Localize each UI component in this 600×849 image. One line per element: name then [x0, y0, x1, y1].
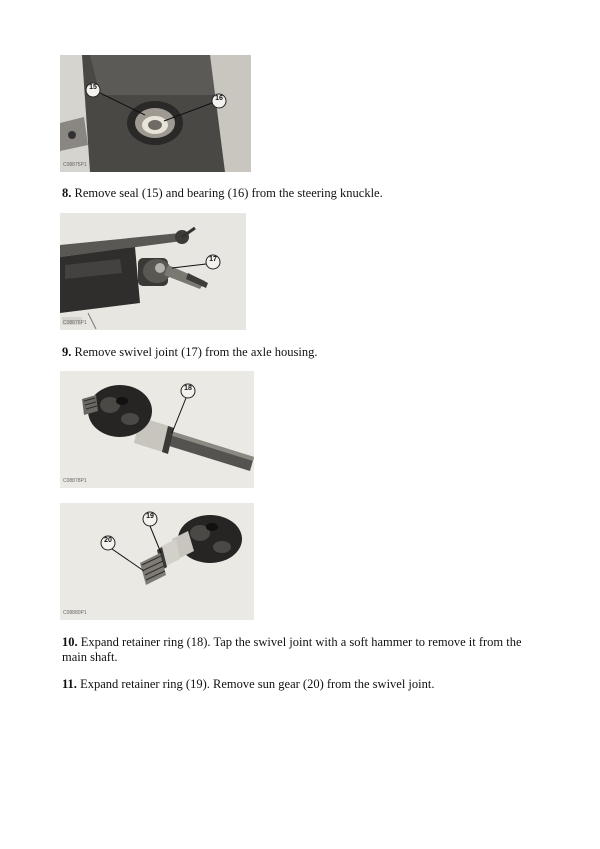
step-11 — [62, 677, 434, 692]
callout-20: 20 — [104, 537, 112, 544]
callout-16: 16 — [215, 95, 223, 102]
axle-housing-photo — [60, 213, 246, 330]
step-text: Expand retainer ring (19). Remove sun gear (20) from the swivel joint. — [76, 677, 435, 691]
callout-18: 18 — [184, 385, 192, 392]
callout-15: 15 — [89, 84, 97, 91]
figure-code: C08878P1 — [63, 478, 87, 484]
callout-17: 17 — [209, 256, 217, 263]
step-number: 10. — [62, 635, 78, 649]
step-8 — [62, 186, 383, 201]
sun-gear-photo — [60, 503, 254, 620]
step-10 — [62, 635, 542, 665]
step-number: 8. — [62, 186, 72, 200]
step-text: Expand retainer ring (18). Tap the swivel joint with a soft hammer to remove it from the main shaft. — [62, 635, 522, 664]
steering-knuckle-photo — [60, 55, 251, 172]
figure-code: C08876P1 — [63, 320, 87, 326]
main-shaft-photo — [60, 371, 254, 488]
figure-sun-gear — [60, 503, 254, 620]
step-9 — [62, 345, 318, 360]
step-text: Remove swivel joint (17) from the axle housing. — [71, 345, 318, 359]
step-number: 11. — [62, 677, 77, 691]
figure-steering-knuckle — [60, 55, 251, 172]
figure-main-shaft — [60, 371, 254, 488]
figure-code: C08880P1 — [63, 610, 87, 616]
figure-axle-housing — [60, 213, 246, 330]
callout-19: 19 — [146, 513, 154, 520]
step-number: 9. — [62, 345, 72, 359]
step-text: Remove seal (15) and bearing (16) from the steering knuckle. — [71, 186, 383, 200]
figure-code: C08875P1 — [63, 162, 87, 168]
